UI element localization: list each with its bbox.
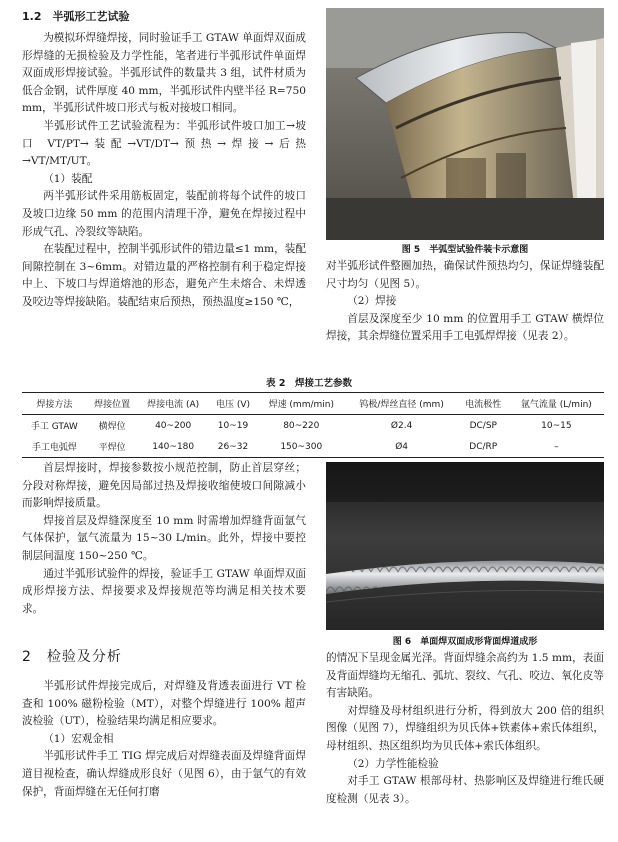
paragraph: 对焊缝及母材组织进行分析，得到放大 200 倍的组织图像（见图 7），焊缝组织为贝氏体+铁素体+索氏体组织，母材组织、热区组织均为贝氏体+索氏体组织。 xyxy=(326,704,604,752)
left-bottom-text xyxy=(22,678,306,801)
table-header-row xyxy=(22,393,604,415)
table-cell: DC/RP xyxy=(469,441,498,452)
figure-5-photo xyxy=(326,8,604,240)
subheading: （1）装配 xyxy=(43,172,93,185)
figure-6-photo xyxy=(326,462,604,630)
section-1-2-heading: 1.2 半弧形工艺试验 xyxy=(22,10,130,23)
paragraph: 半弧形试件工艺试验流程为：半弧形试件坡口加工→坡口 VT/PT→装配→VT/DT→预热→焊接→后热→VT/MT/UT。 xyxy=(22,119,306,168)
figure-5-caption: 图 5 半弧型试验件装卡示意图 xyxy=(401,245,529,255)
right-bottom-text xyxy=(326,650,604,808)
table-header-cell: 电流极性 xyxy=(465,400,502,410)
paragraph: 首层焊接时，焊接参数按小规范控制，防止首层穿丝；分段对称焊接，避免因局部过热及焊接收缩使坡口间隙减小而影响焊接质量。 xyxy=(22,462,306,510)
table-2-title: 表 2 焊接工艺参数 xyxy=(266,378,352,389)
paragraph: 两半弧形试件采用筋板固定，装配前将每个试件的坡口及坡口边缘 50 mm 的范围内清理干净，避免在焊接过程中形成气孔、冷裂纹等缺陷。 xyxy=(22,190,306,238)
semi-arc-specimen-illustration xyxy=(326,8,604,240)
table-cell: – xyxy=(554,441,559,452)
table-cell: 26~32 xyxy=(217,441,249,452)
table-row xyxy=(22,436,604,458)
table-header-cell: 氩气流量 (L/min) xyxy=(520,400,592,410)
weld-bead-illustration xyxy=(326,462,604,630)
figure-6-caption: 图 6 单面焊双面成形背面焊道成形 xyxy=(392,637,538,647)
paragraph: 的情况下呈现金属光泽。背面焊缝余高约为 1.5 mm，表面及背面焊缝均无缩孔、弧坑、裂纹、气孔、咬边、氧化皮等有害缺陷。 xyxy=(326,652,604,700)
table-cell: 40~200 xyxy=(155,420,192,431)
subheading: （2）焊接 xyxy=(347,295,397,308)
table-header-cell: 钨极/焊丝直径 (mm) xyxy=(359,400,444,410)
welding-parameters-table xyxy=(22,392,604,458)
table-row xyxy=(22,415,604,437)
table-cell: 150~300 xyxy=(280,441,323,452)
table-header-cell: 焊接位置 xyxy=(94,400,131,410)
paragraph: 在装配过程中，控制半弧形试件的错边量≤1 mm，装配间隙控制在 3~6mm。对错边量的严格控制有利于稳定焊接中上、下坡口与焊道熔池的形态，避免产生未熔合、未焊透及咬边等焊接缺陷。装配结束后预热，预热温度≥150 ℃， xyxy=(22,243,306,308)
paragraph: 半弧形试件手工 TIG 焊完成后对焊缝表面及焊缝背面焊道目视检查，确认焊缝成形良好（见图 6），由于氩气的有效保护，背面焊缝在无任何打磨 xyxy=(22,750,306,798)
table-cell: 80~220 xyxy=(283,420,320,431)
table-cell: 横焊位 xyxy=(98,422,126,432)
right-top-text xyxy=(326,258,604,346)
table-cell: Ø2.4 xyxy=(390,420,413,431)
paragraph: 半弧形试件焊接完成后，对焊缝及背透表面进行 VT 检查和 100% 磁粉检验（MT），对整个焊缝进行 100% 超声波检验（UT），检验结果均满足相应要求。 xyxy=(22,680,306,728)
subheading: （1）宏观金相 xyxy=(43,732,114,745)
table-cell: 140~180 xyxy=(152,441,195,452)
table-cell: DC/SP xyxy=(469,420,497,431)
paragraph: 对半弧形试件整圈加热，确保试件预热均匀，保证焊缝装配尺寸均匀（见图 5）。 xyxy=(326,260,604,290)
table-header-cell: 焊速 (mm/min) xyxy=(268,400,334,410)
subheading: （2）力学性能检验 xyxy=(347,757,439,770)
paragraph: 为模拟环焊缝焊接，同时验证手工 GTAW 单面焊双面成形焊缝的无损检验及力学性能，笔者进行半弧形试件单面焊双面成形焊接试验。半弧形试件的数量共 3 组，试件材质为低合金钢，试件厚度 40 mm，半弧形试件内壁半径 R=750 mm，半弧形试件坡口形式与板对接坡口相同。 xyxy=(22,32,306,115)
table-header-cell: 焊接电流 (A) xyxy=(147,400,200,410)
left-mid-text xyxy=(22,460,306,618)
paragraph: 通过半弧形试验件的焊接，验证手工 GTAW 单面焊双面成形焊接方法、焊接要求及焊接规范等均满足相关技术要求。 xyxy=(22,567,306,615)
left-top-text xyxy=(22,30,306,312)
paragraph: 焊接首层及焊缝深度至 10 mm 时需增加焊缝背面氩气气体保护，氩气流量为 15~30 L/min。此外，焊接中要控制层间温度 150~250 ℃。 xyxy=(22,514,306,562)
table-cell: Ø4 xyxy=(395,441,409,452)
table-header-cell: 电压 (V) xyxy=(215,400,250,410)
paragraph: 首层及深度至少 10 mm 的位置用手工 GTAW 横焊位焊接，其余焊缝位置采用手工电弧焊焊接（见表 2）。 xyxy=(326,312,604,343)
table-cell: 10~15 xyxy=(541,420,572,431)
table-cell: 平焊位 xyxy=(98,443,126,453)
paragraph: 对手工 GTAW 根部母材、热影响区及焊缝进行维氏硬度检测（见表 3）。 xyxy=(326,775,604,805)
table-cell: 10~19 xyxy=(217,420,249,431)
section-2-heading: 2 检验及分析 xyxy=(22,649,122,665)
table-cell: 手工电弧焊 xyxy=(31,443,77,453)
table-header-cell: 焊接方法 xyxy=(36,400,73,410)
table-cell: 手工 GTAW xyxy=(30,422,78,432)
